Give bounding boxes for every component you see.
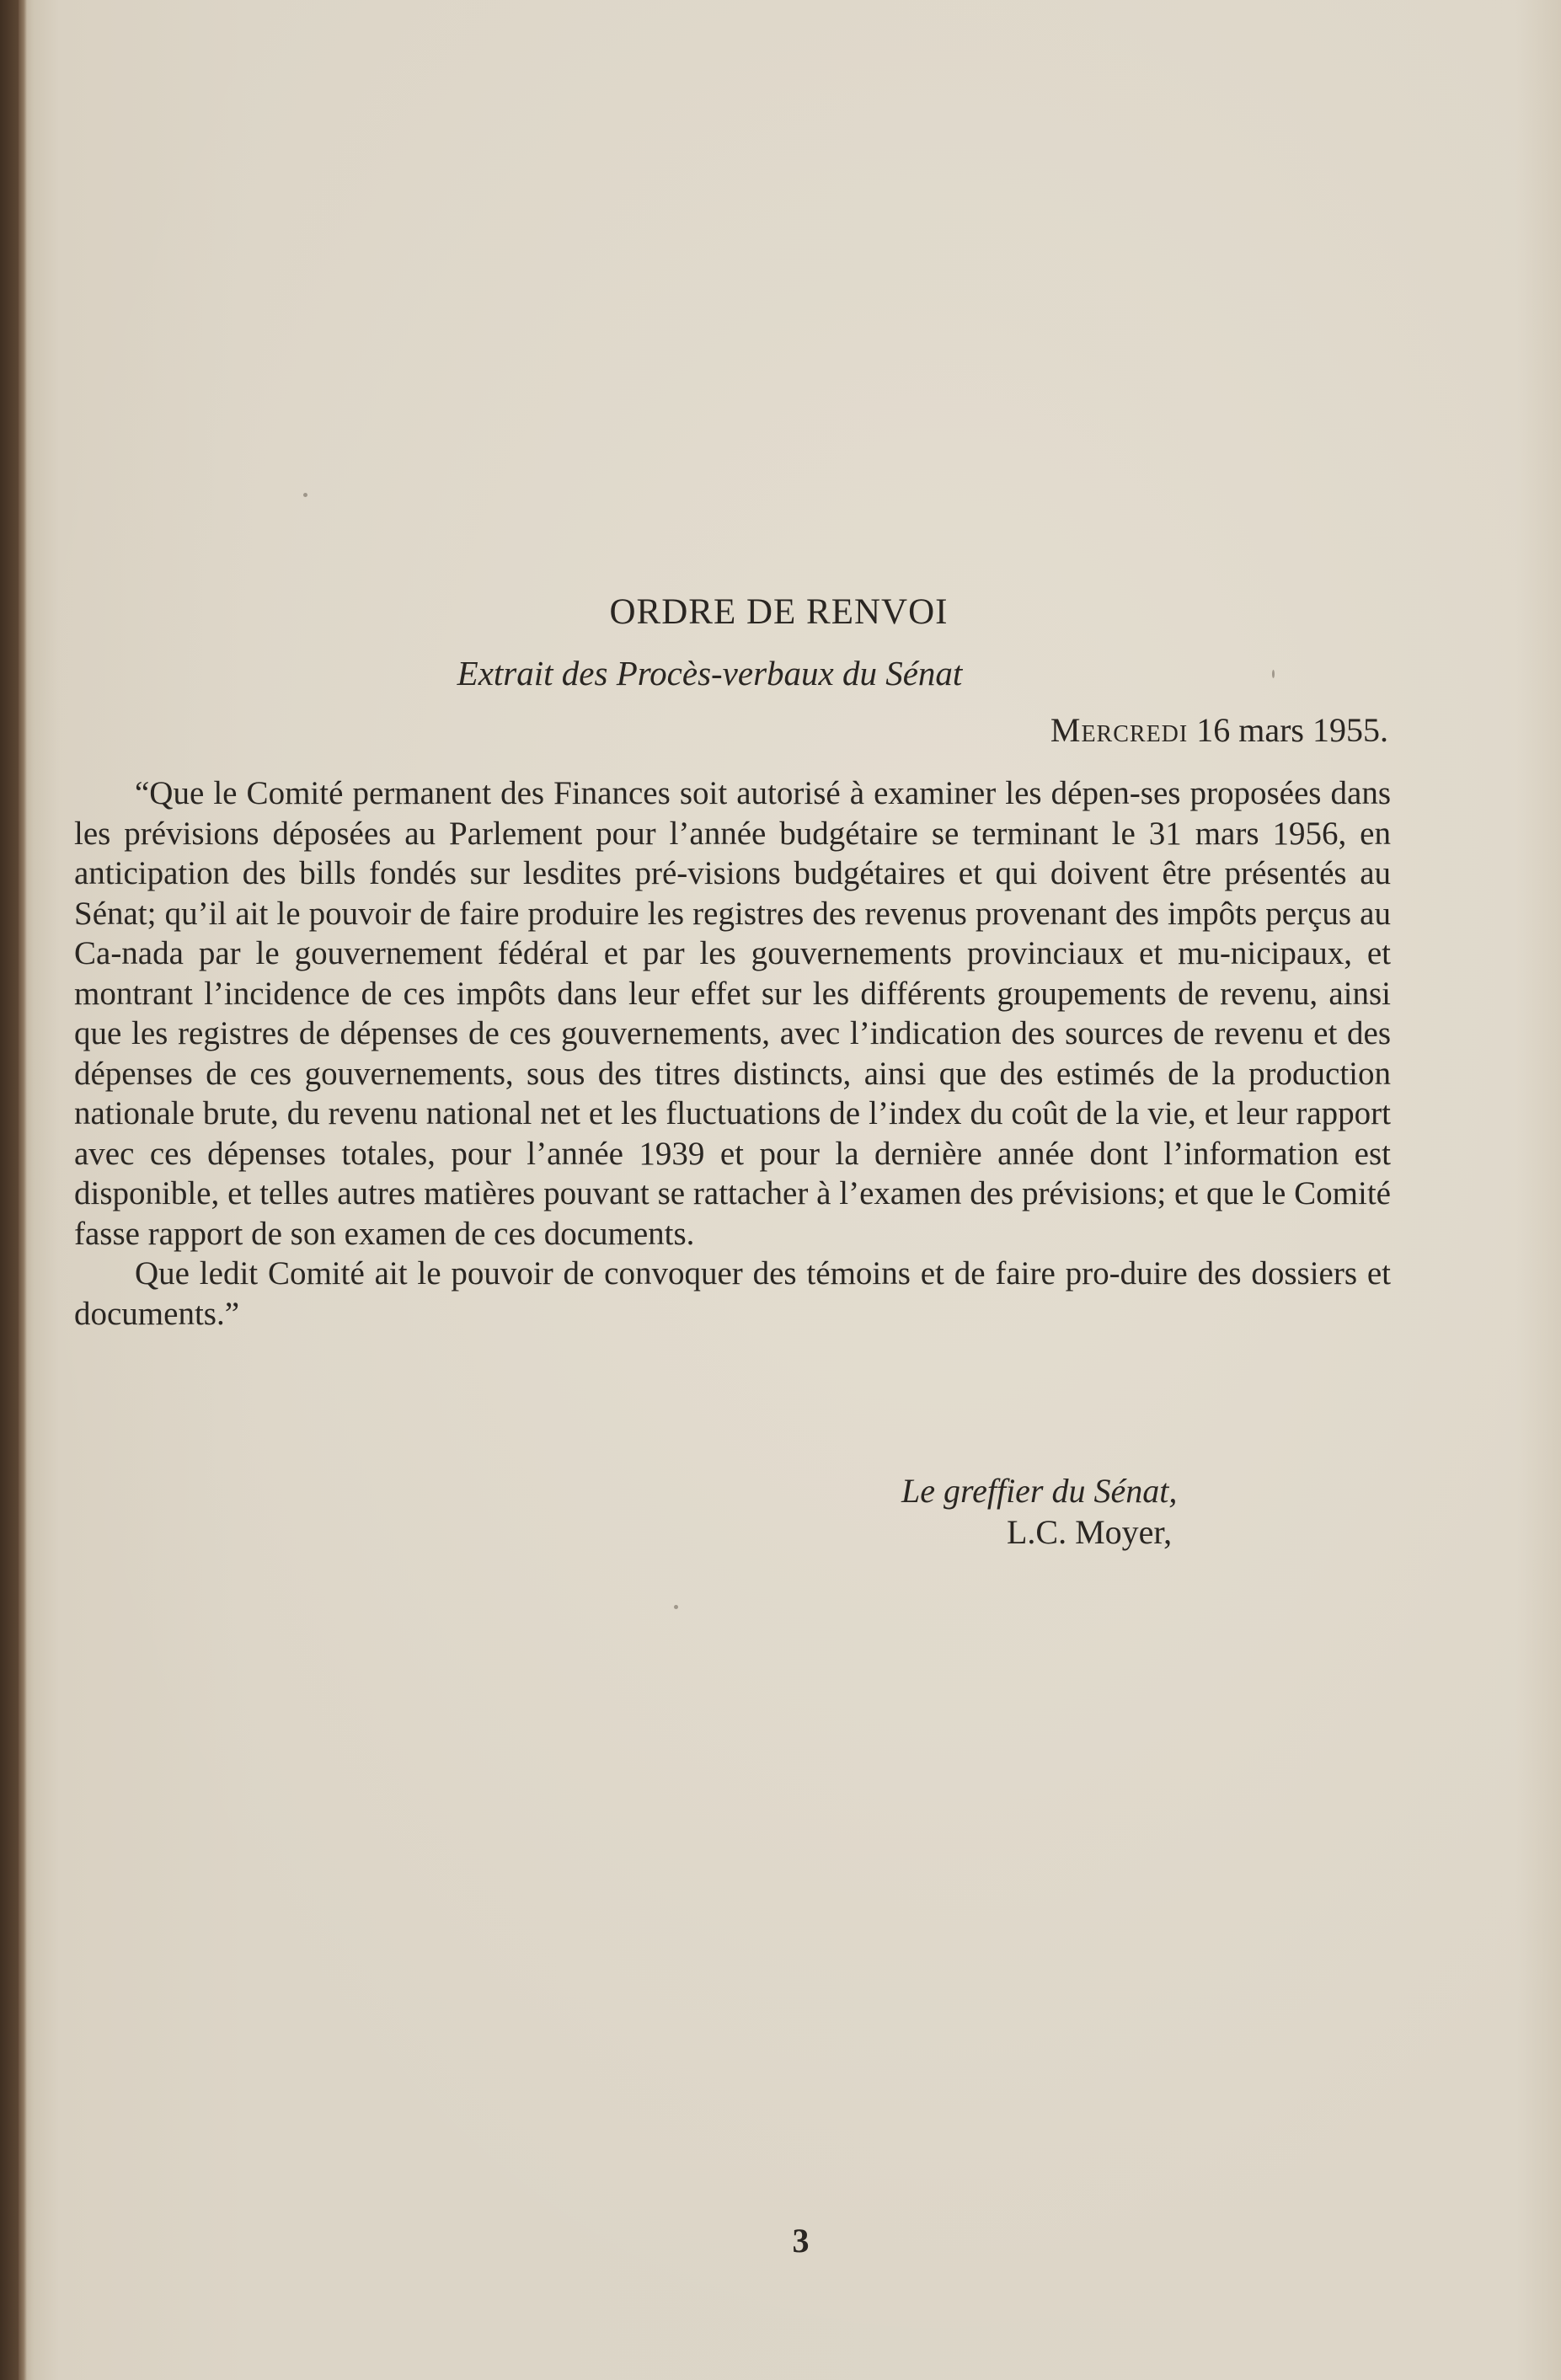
- heading-text: ORDRE DE RENVOI: [609, 592, 949, 632]
- signature-name: L.C. Moyer,: [1007, 1513, 1173, 1551]
- dateline-day: Mercredi: [1050, 711, 1189, 749]
- paragraph-1: “Que le Comité permanent des Finances soit autorisé à examiner les dépen-ses proposées dans les prévisions déposées au Parlement pour l’année budgétaire se terminant le 31 mars 1956, en anticipation des bills fondés sur lesdites pré-visions budgétaires et qui doivent être présentés au Sénat; qu’il ait le pouvoir de faire produire les registres des revenus provenant des impôts perçus au Ca-nada par le gouvernement fédéral et par les gouvernements provinciaux et mu-nicipaux, et montrant l’incidence de ces impôts dans leur effet sur les différents groupements de revenu, ainsi que les registres de dépenses de ces gouvernements, avec l’indication des sources de revenu et des dépenses de ces gouvernements, sous des titres distincts, ainsi que des estimés de la production nationale brute, du revenu national net et les fluctuations de l’index du coût de la vie, et leur rapport avec ces dépenses totales, pour l’année 1939 et pour la dernière année dont l’information est disponible, et telles autres matières pouvant se rattacher à l’examen des prévisions; et que le Comité fasse rapport de son examen de ces documents.: [74, 775, 1391, 1252]
- paragraph-2: Que ledit Comité ait le pouvoir de convoquer des témoins et de faire pro-duire des dossiers et documents.”: [74, 1255, 1391, 1332]
- subheading-text: Extrait des Procès-verbaux du Sénat: [457, 654, 963, 693]
- document-heading: [0, 591, 1561, 633]
- page-number-text: 3: [792, 2222, 810, 2260]
- paper-speck: [1272, 670, 1275, 678]
- page-number: [0, 2221, 1561, 2260]
- signature-role: Le greffier du Sénat,: [901, 1472, 1178, 1510]
- dateline-date: 16 mars 1955.: [1188, 711, 1388, 749]
- dateline: [1050, 710, 1388, 750]
- body-text: [74, 773, 1391, 1334]
- document-subheading: [0, 653, 1561, 693]
- signature-block: [901, 1470, 1177, 1553]
- paper-speck: [674, 1605, 678, 1609]
- paper-speck: [303, 493, 307, 497]
- binding-strip: [19, 0, 27, 2380]
- binding-edge: [0, 0, 19, 2380]
